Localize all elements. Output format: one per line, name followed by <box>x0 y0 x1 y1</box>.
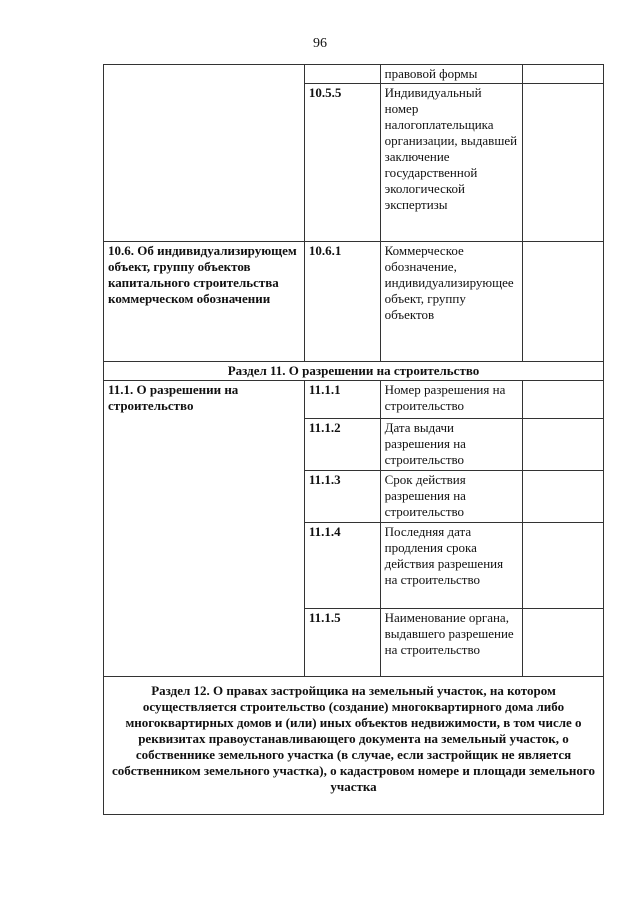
table-cell-code: 11.1.3 <box>304 471 380 523</box>
table-cell-text: Дата выдачи разрешения на строительство <box>380 419 522 471</box>
table-cell-text: Коммерческое обозначение, индивидуализирующее объект, группу объектов <box>380 242 522 362</box>
table-cell-value <box>523 523 604 609</box>
table-cell-code <box>304 65 380 84</box>
table-cell-text: Индивидуальный номер налогоплательщика организации, выдавшей заключение государственной экологической экспертизы <box>380 84 522 242</box>
table-cell-text: правовой формы <box>380 65 522 84</box>
table-row <box>104 381 604 419</box>
table-cell-value <box>523 419 604 471</box>
table-cell-text: Последняя дата продления срока действия разрешения на строительство <box>380 523 522 609</box>
table-cell-value <box>523 609 604 677</box>
section-row <box>104 362 604 381</box>
table-cell-heading: 10.6. Об индивидуализирующем объект, группу объектов капитального строительства коммерческом обозначении <box>104 242 305 362</box>
page-number: 96 <box>313 36 327 51</box>
table-cell-value <box>523 65 604 84</box>
table-cell-code: 11.1.1 <box>304 381 380 419</box>
table-cell-text: Наименование органа, выдавшего разрешение на строительство <box>380 609 522 677</box>
section-row <box>104 677 604 815</box>
table-cell-value <box>523 242 604 362</box>
table-cell-code: 10.5.5 <box>304 84 380 242</box>
section-11-title: Раздел 11. О разрешении на строительство <box>104 362 604 381</box>
table-cell-value <box>523 381 604 419</box>
table-cell-code: 10.6.1 <box>304 242 380 362</box>
table-cell-value <box>523 471 604 523</box>
table-row <box>104 65 604 84</box>
table-cell-code: 11.1.2 <box>304 419 380 471</box>
table-cell-empty <box>104 65 305 242</box>
table-row <box>104 242 604 362</box>
table-cell-heading: 11.1. О разрешении на строительство <box>104 381 305 677</box>
table-cell-text: Номер разрешения на строительство <box>380 381 522 419</box>
table-cell-code: 11.1.4 <box>304 523 380 609</box>
table-cell-text: Срок действия разрешения на строительство <box>380 471 522 523</box>
disclosure-table <box>103 64 604 815</box>
table-cell-code: 11.1.5 <box>304 609 380 677</box>
section-12-title: Раздел 12. О правах застройщика на земельный участок, на котором осуществляется строительство (создание) многоквартирного дома либо многоквартирных домов и (или) иных объектов недвижимости, в том числе о реквизитах правоустанавливающего документа на земельный участок, о собственнике земельного участка (в случае, если застройщик не является собственником земельного участка), о кадастровом номере и площади земельного участка <box>104 677 604 815</box>
table-cell-value <box>523 84 604 242</box>
